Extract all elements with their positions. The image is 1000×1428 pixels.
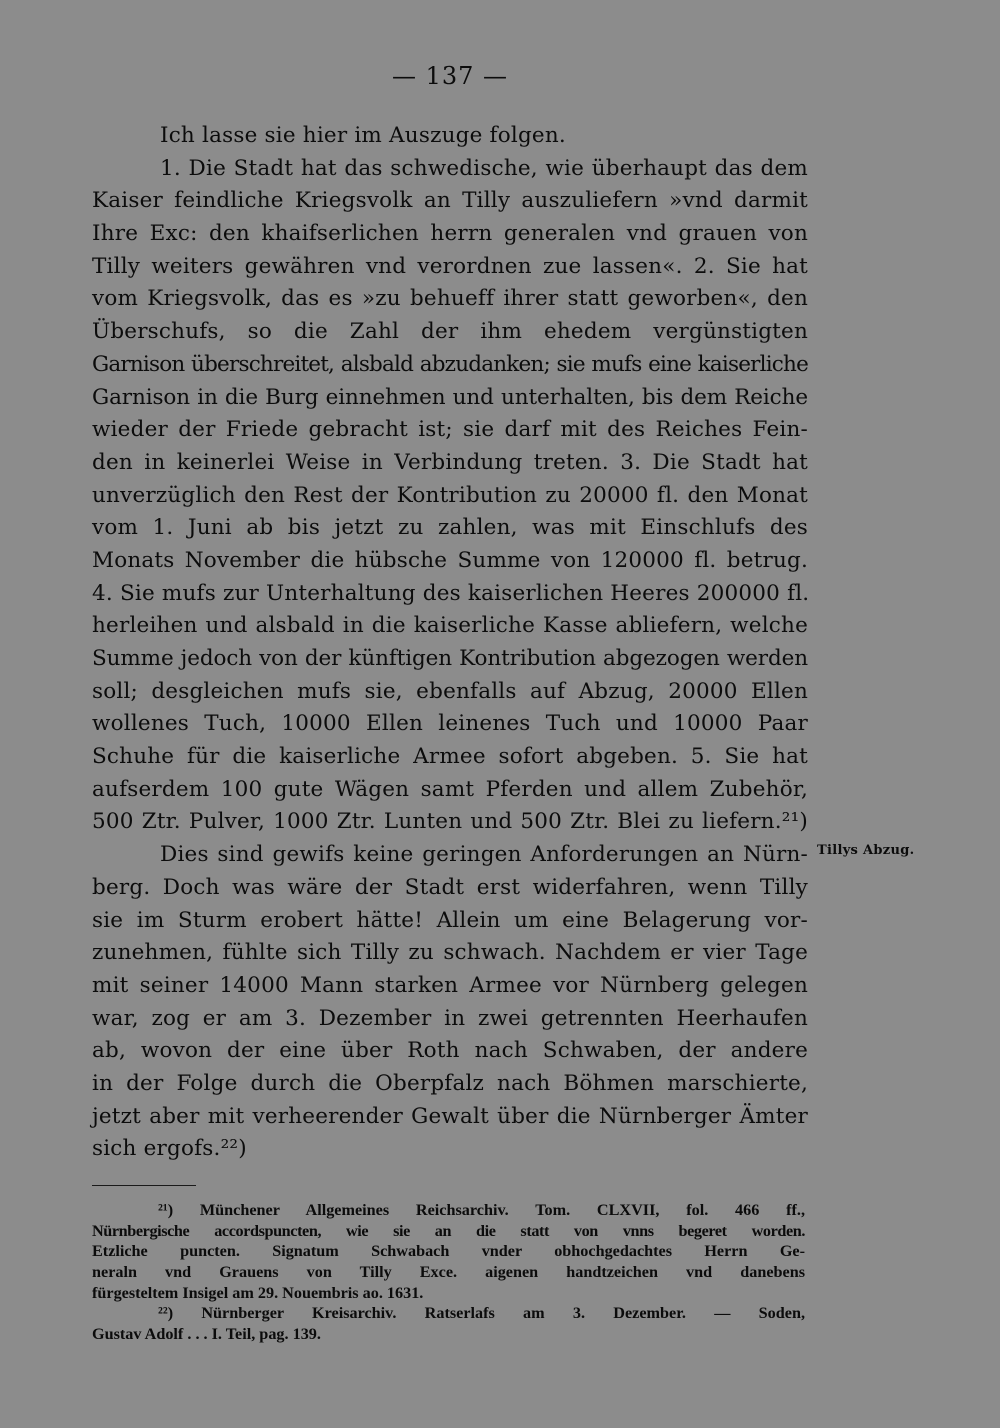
text-line: berg. Doch was wäre der Stadt erst widerfahren, wenn Tilly <box>92 874 808 900</box>
text-line: zunehmen, fühlte sich Tilly zu schwach. Nachdem er vier Tage <box>92 940 808 966</box>
text-line: ab, wovon der eine über Roth nach Schwaben, der andere <box>92 1038 808 1064</box>
text-line: herleihen und alsbald in die kaiserliche Kasse abliefern, welche <box>92 613 808 639</box>
footnote-line: Nürnbergische accordspuncten, wie sie an die statt von vnns begeret worden. <box>92 1221 805 1240</box>
footnote-line: neraln vnd Grauens von Tilly Exce. aigenen handtzeichen vnd danebens <box>92 1263 805 1282</box>
text-line: Ich lasse sie hier im Auszuge folgen. <box>160 123 566 148</box>
text-line: vom 1. Juni ab bis jetzt zu zahlen, was mit Einschlufs des <box>92 515 808 541</box>
text-line: 1. Die Stadt hat das schwedische, wie überhaupt das dem <box>160 155 808 181</box>
text-line: wollenes Tuch, 10000 Ellen leinenes Tuch und 10000 Paar <box>92 711 808 737</box>
text-line: mit seiner 14000 Mann starken Armee vor Nürnberg gelegen <box>92 972 808 998</box>
text-line: Garnison überschreitet, alsbald abzudanken; sie mufs eine kaiserliche <box>92 351 808 377</box>
text-line: Überschufs, so die Zahl der ihm ehedem vergünstigten <box>92 319 808 345</box>
body-text <box>92 120 808 1166</box>
text-line: den in keinerlei Weise in Verbindung treten. 3. Die Stadt hat <box>92 449 808 475</box>
footnote-divider <box>92 1185 196 1186</box>
text-line: wieder der Friede gebracht ist; sie darf mit des Reiches Fein- <box>92 417 808 443</box>
text-line: Ihre Exc: den khaifserlichen herrn generalen vnd grauen von <box>92 221 808 247</box>
text-line: Kaiser feindliche Kriegsvolk an Tilly auszuliefern »vnd darmit <box>92 188 808 214</box>
text-line: Garnison in die Burg einnehmen und unterhalten, bis dem Reiche <box>92 384 808 410</box>
footnote-line: ²²) Nürnberger Kreisarchiv. Ratserlafs am 3. Dezember. — Soden, <box>158 1304 805 1323</box>
footnote-line: Etzliche puncten. Signatum Schwabach vnder obhochgedachtes Herrn Ge- <box>92 1242 805 1261</box>
text-line: 4. Sie mufs zur Unterhaltung des kaiserlichen Heeres 200000 fl. <box>92 580 810 606</box>
text-line: jetzt aber mit verheerender Gewalt über die Nürnberger Ämter <box>92 1103 808 1129</box>
text-line: Tilly weiters gewähren vnd verordnen zue lassen«. 2. Sie hat <box>92 253 808 279</box>
footnote-line: Gustav Adolf . . . I. Teil, pag. 139. <box>92 1325 321 1344</box>
text-line: 500 Ztr. Pulver, 1000 Ztr. Lunten und 500 Ztr. Blei zu liefern.²¹) <box>92 809 808 835</box>
text-line: unverzüglich den Rest der Kontribution zu 20000 fl. den Monat <box>92 482 808 508</box>
text-line: Schuhe für die kaiserliche Armee sofort abgeben. 5. Sie hat <box>92 744 808 770</box>
page-number: — 137 — <box>391 62 509 90</box>
margin-note: Tillys Abzug. <box>817 843 915 858</box>
footnotes <box>92 1200 805 1345</box>
text-line: war, zog er am 3. Dezember in zwei getrennten Heerhaufen <box>92 1005 808 1031</box>
text-line: vom Kriegsvolk, das es »zu behueff ihrer statt geworben«, den <box>92 286 808 312</box>
text-line: sich ergofs.²²) <box>92 1136 247 1162</box>
footnote-line: ²¹) Münchener Allgemeines Reichsarchiv. Tom. CLXVII, fol. 466 ff., <box>158 1201 805 1219</box>
text-line: Monats November die hübsche Summe von 120000 fl. betrug. <box>92 547 808 573</box>
text-line: Summe jedoch von der künftigen Kontribution abgezogen werden <box>92 646 808 671</box>
text-line: soll; desgleichen mufs sie, ebenfalls auf Abzug, 20000 Ellen <box>92 678 808 704</box>
text-line: aufserdem 100 gute Wägen samt Pferden und allem Zubehör, <box>92 776 808 802</box>
text-line: in der Folge durch die Oberpfalz nach Böhmen marschierte, <box>92 1070 808 1096</box>
footnote-line: fürgesteltem Insigel am 29. Nouembris ao. 1631. <box>92 1283 424 1302</box>
text-line: Dies sind gewifs keine geringen Anforderungen an Nürn- <box>160 842 808 868</box>
text-line: sie im Sturm erobert hätte! Allein um eine Belagerung vor- <box>92 907 808 933</box>
